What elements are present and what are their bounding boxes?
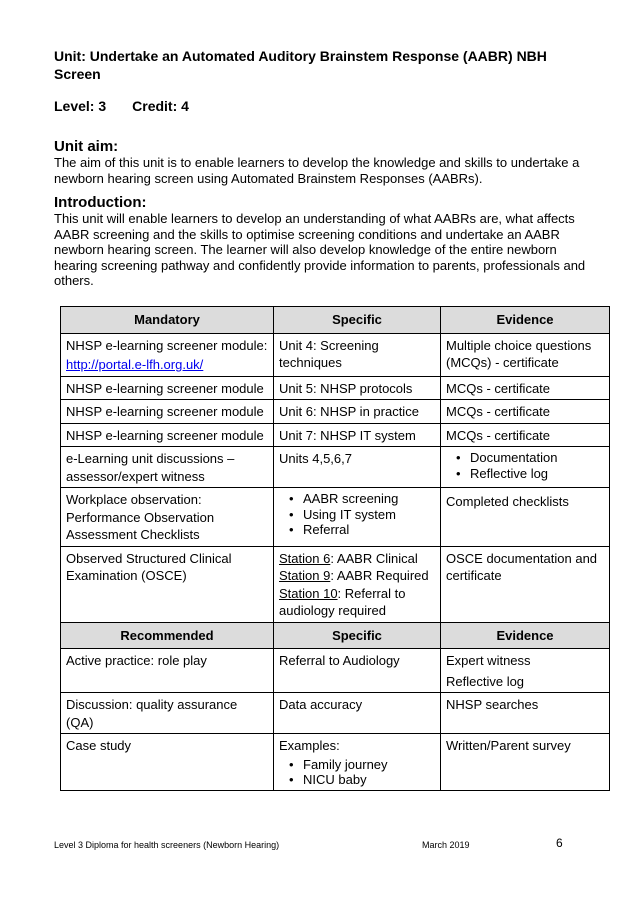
specific-header: Specific [274,307,441,334]
recommended-cell: Discussion: quality assurance (QA) [61,693,274,734]
list-item: • NICU baby [279,772,435,788]
table-header-row [61,307,610,334]
unit-aim-text: The aim of this unit is to enable learners to develop the knowledge and skills to undertake a newborn hearing screen using Automated Brainstem Responses (AABRs). [54,155,580,186]
specific-list [279,491,435,538]
unit-level: Level: 3 [54,98,107,114]
evidence-header: Evidence [441,622,610,649]
table-row [61,447,610,488]
table-row [61,734,610,791]
station-label: Station 10 [279,585,338,601]
table-row [61,423,610,447]
evidence-cell: OSCE documentation and certificate [441,546,610,622]
specific-list [279,757,435,788]
station-text: : AABR Required [330,568,429,583]
mandatory-cell: NHSP e-learning screener module [61,423,274,447]
unit-credit: Credit: 4 [132,98,189,114]
station-text: : AABR Clinical [330,550,418,566]
mandatory-cell: NHSP e-learning screener module [61,376,274,400]
footer-document-title: Level 3 Diploma for health screeners (Newborn Hearing) [54,840,280,850]
evidence-cell: Multiple choice questions (MCQs) - certificate [441,333,610,376]
specific-text: Examples: [279,738,340,753]
list-item: • AABR screening [279,491,435,507]
specific-cell: Unit 7: NHSP IT system [274,423,441,447]
page-number: 6 [556,836,563,850]
evidence-line: Reflective log [446,673,525,689]
introduction-text: This unit will enable learners to develop an understanding of what AABRs are, what affects AABR screening and the skills to optimise screening conditions and undertake an AABR newborn hearing screen. The learner will also develop knowledge of the entire newborn hearing screening pathway and confidently provide information to parents, professionals and others. [54,211,586,289]
specific-cell: Referral to Audiology [274,649,441,693]
specific-cell: Data accuracy [274,693,441,734]
evidence-header: Evidence [441,307,610,334]
mandatory-cell [61,333,274,376]
mandatory-cell: Observed Structured Clinical Examination (OSCE) [61,546,274,622]
table-row [61,546,610,622]
evidence-cell: NHSP searches [441,693,610,734]
mandatory-cell: e-Learning unit discussions – assessor/expert witness [61,447,274,488]
table-row [61,693,610,734]
assessment-table [60,306,610,791]
station-line [279,585,435,620]
station-label: Station 6 [279,550,331,566]
recommended-header: Recommended [61,622,274,649]
specific-cell [274,488,441,547]
evidence-cell: MCQs - certificate [441,376,610,400]
specific-cell: Units 4,5,6,7 [274,447,441,488]
recommended-cell: Active practice: role play [61,649,274,693]
evidence-cell [441,447,610,488]
recommended-header-row [61,622,610,649]
specific-cell [274,546,441,622]
table-row [61,376,610,400]
introduction-heading: Introduction: [54,194,147,211]
specific-cell [274,734,441,791]
level-credit-line [54,97,189,115]
specific-cell: Unit 4: Screening techniques [274,333,441,376]
unit-title: Unit: Undertake an Automated Auditory Brainstem Response (AABR) NBH Screen [54,48,547,82]
table-row [61,333,610,376]
evidence-cell: Written/Parent survey [441,734,610,791]
table-row [61,400,610,424]
specific-cell: Unit 5: NHSP protocols [274,376,441,400]
station-line [279,567,435,585]
portal-link[interactable]: http://portal.e-lfh.org.uk/ [66,357,204,372]
unit-aim-heading: Unit aim: [54,138,119,155]
list-item: • Reflective log [446,466,604,482]
footer-date: March 2019 [422,840,470,850]
station-text: : Referral to audiology required [279,585,406,618]
mandatory-text: NHSP e-learning screener module: [66,337,268,353]
mandatory-header: Mandatory [61,307,274,334]
specific-cell: Unit 6: NHSP in practice [274,400,441,424]
station-line [279,550,435,568]
recommended-cell: Case study [61,734,274,791]
evidence-list [446,450,604,481]
evidence-cell: MCQs - certificate [441,400,610,424]
station-label: Station 9 [279,568,331,583]
evidence-cell: MCQs - certificate [441,423,610,447]
evidence-cell: Completed checklists [441,488,610,547]
mandatory-cell: NHSP e-learning screener module [61,400,274,424]
table-row [61,488,610,547]
list-item: • Using IT system [279,507,435,523]
list-item: • Family journey [279,757,435,773]
list-item: • Documentation [446,450,604,466]
evidence-cell [441,649,610,693]
table-row [61,649,610,693]
specific-header: Specific [274,622,441,649]
list-item: • Referral [279,522,435,538]
evidence-line: Expert witness [446,653,531,668]
mandatory-cell: Workplace observation: Performance Observation Assessment Checklists [61,488,274,547]
